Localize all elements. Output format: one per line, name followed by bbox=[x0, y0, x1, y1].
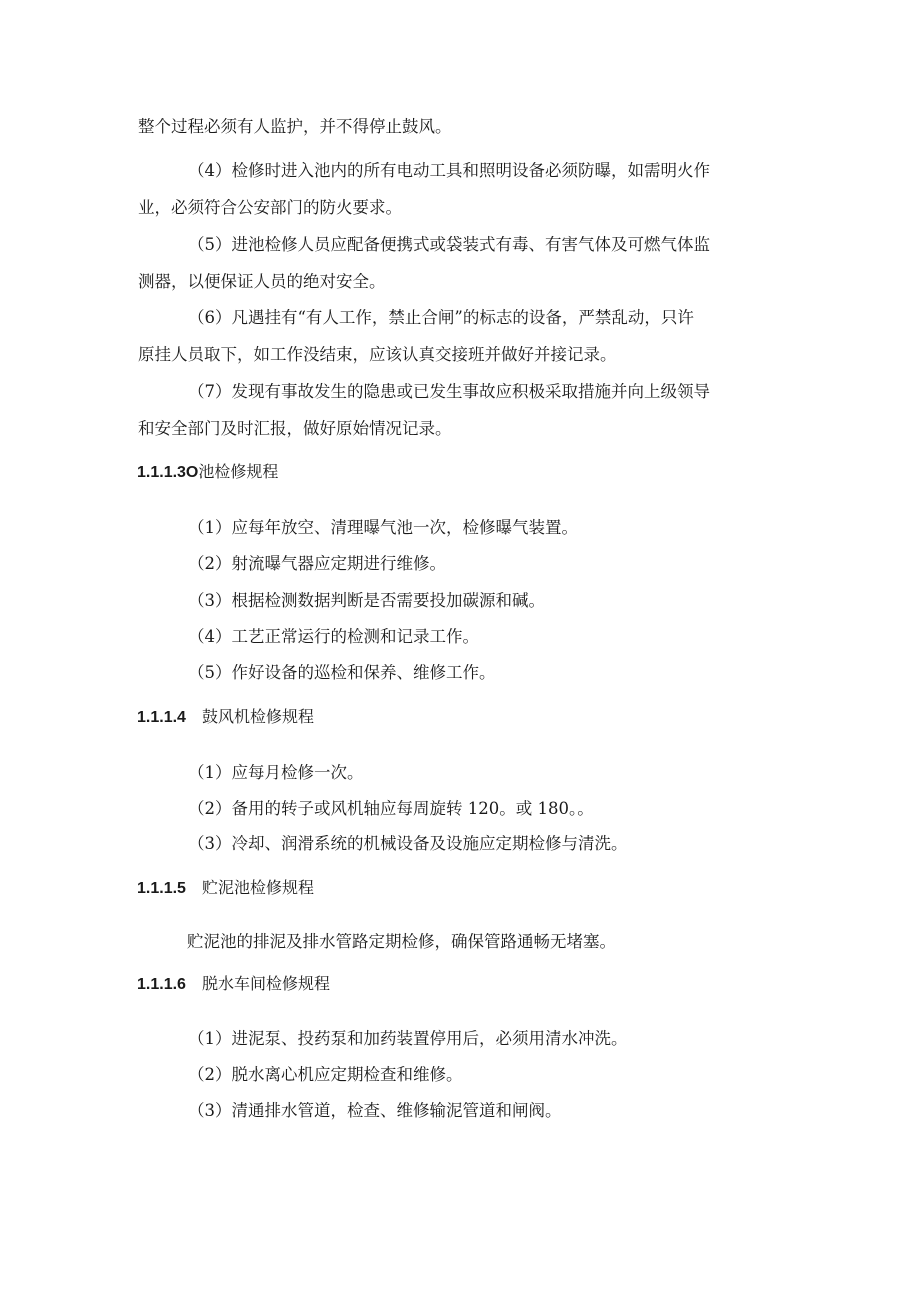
list-item: （1）应每年放空、清理曝气池一次，检修曝气装置。 bbox=[188, 518, 578, 537]
paragraph-line: 原挂人员取下，如工作没结束，应该认真交接班并做好并接记录。 bbox=[138, 345, 617, 364]
list-item: （2）射流曝气器应定期进行维修。 bbox=[188, 554, 446, 573]
section-heading bbox=[137, 460, 278, 485]
list-item: （3）清通排水管道，检查、维修输泥管道和闸阀。 bbox=[188, 1101, 562, 1120]
list-item: （3）冷却、润滑系统的机械设备及设施应定期检修与清洗。 bbox=[188, 834, 628, 853]
list-item: （1）进泥泵、投药泵和加药装置停用后，必须用清水冲洗。 bbox=[188, 1029, 628, 1048]
list-item: （4）工艺正常运行的检测和记录工作。 bbox=[188, 627, 479, 646]
section-heading bbox=[137, 972, 330, 997]
section-number: 1.1.1.4 bbox=[137, 709, 186, 726]
paragraph-line: 贮泥池的排泥及排水管路定期检修，确保管路通畅无堵塞。 bbox=[187, 932, 616, 951]
section-number: 1.1.1.6 bbox=[137, 976, 186, 993]
paragraph-line: 测器，以便保证人员的绝对安全。 bbox=[138, 272, 386, 291]
list-item: （2）脱水离心机应定期检查和维修。 bbox=[188, 1065, 463, 1084]
list-item: （5）作好设备的巡检和保养、维修工作。 bbox=[188, 663, 496, 682]
list-item: （2）备用的转子或风机轴应每周旋转 120。或 180。。 bbox=[188, 799, 594, 818]
section-heading bbox=[137, 705, 314, 730]
section-title: 鼓风机检修规程 bbox=[201, 707, 314, 726]
section-title: 贮泥池检修规程 bbox=[201, 878, 314, 897]
section-title: 脱水车间检修规程 bbox=[201, 974, 330, 993]
section-heading bbox=[137, 876, 314, 901]
section-number: 1.1.1.3O bbox=[137, 464, 199, 481]
list-item: （3）根据检测数据判断是否需要投加碳源和碱。 bbox=[188, 591, 545, 610]
paragraph-line: （4）检修时进入池内的所有电动工具和照明设备必须防曝，如需明火作 bbox=[188, 161, 710, 180]
paragraph-line: 整个过程必须有人监护，并不得停止鼓风。 bbox=[138, 117, 452, 136]
paragraph-line: 业，必须符合公安部门的防火要求。 bbox=[138, 198, 402, 217]
paragraph-line: （7）发现有事故发生的隐患或已发生事故应积极采取措施并向上级领导 bbox=[188, 382, 710, 401]
section-title: 池检修规程 bbox=[198, 462, 279, 481]
section-number: 1.1.1.5 bbox=[137, 880, 186, 897]
paragraph-line: （5）进池检修人员应配备便携式或袋装式有毒、有害气体及可燃气体监 bbox=[188, 235, 710, 254]
paragraph-line: 和安全部门及时汇报，做好原始情况记录。 bbox=[138, 419, 452, 438]
list-item: （1）应每月检修一次。 bbox=[188, 763, 364, 782]
paragraph-line: （6）凡遇挂有“有人工作，禁止合闸”的标志的设备，严禁乱动，只许 bbox=[188, 308, 694, 327]
